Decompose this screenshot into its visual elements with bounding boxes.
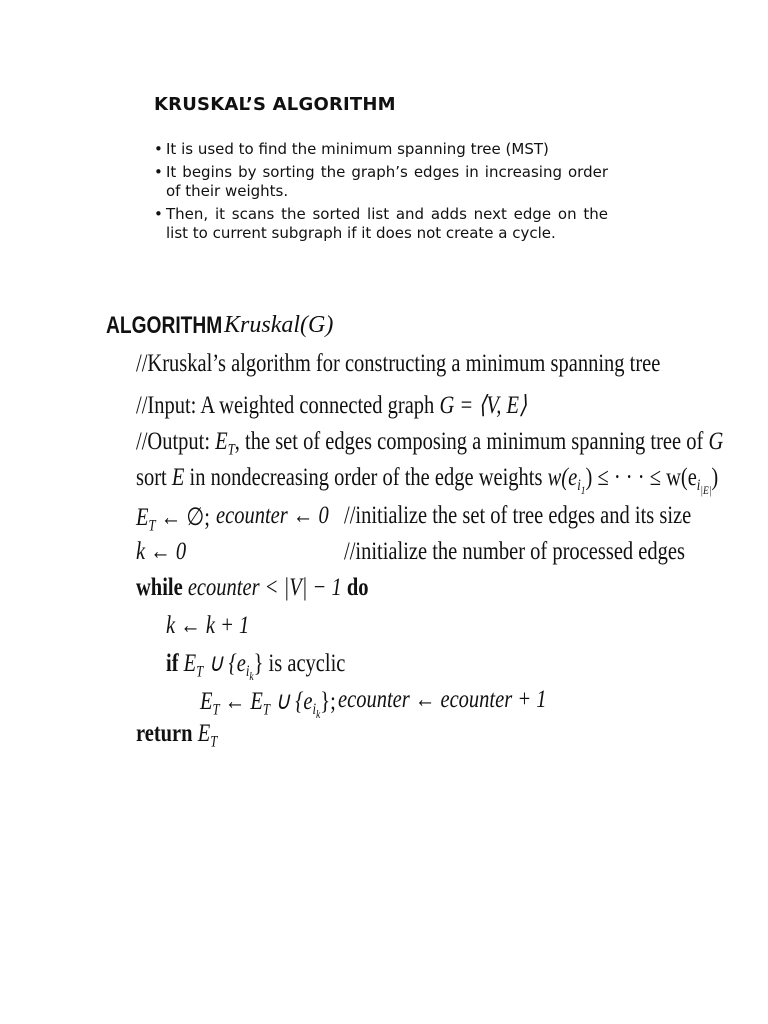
algo-sort-E-abs: |E| bbox=[700, 484, 712, 498]
algo-output-G: G bbox=[708, 428, 724, 455]
algo-init-T: T bbox=[148, 517, 156, 535]
algo-asg-k: k bbox=[316, 708, 321, 722]
algorithm-keyword: ALGORITHM bbox=[106, 312, 223, 339]
algo-if-k: k bbox=[249, 670, 254, 684]
page-title: KRUSKAL’S ALGORITHM bbox=[154, 94, 396, 115]
algo-if-E: E bbox=[178, 650, 197, 677]
algo-sort-close: ) bbox=[711, 464, 719, 491]
bullet-dot: • bbox=[154, 140, 163, 158]
algo-asg-close: }; bbox=[320, 688, 336, 715]
algo-asg-counter: ecounter ← ecounter + 1 bbox=[338, 686, 547, 713]
algo-sort-prefix: sort bbox=[136, 464, 172, 491]
algo-while-cond: ecounter < |V| − 1 bbox=[182, 574, 347, 601]
algo-comment: //Kruskal’s algorithm for constructing a minimum spanning tree bbox=[136, 350, 661, 377]
algo-return-keyword: return bbox=[136, 720, 193, 747]
algo-input-text: //Input: A weighted connected graph bbox=[136, 392, 440, 419]
algo-line-k-inc bbox=[166, 612, 249, 640]
algo-init-ecounter: ecounter ← 0 bbox=[216, 502, 329, 529]
algo-line-comment bbox=[136, 350, 660, 378]
algo-asg-mid: ← E bbox=[219, 688, 263, 715]
algo-sort-w1: w(e bbox=[547, 464, 578, 491]
algo-init-comment: //initialize the set of tree edges and its size bbox=[344, 502, 692, 529]
algo-sort-mid: ) ≤ · · · ≤ w(e bbox=[585, 464, 697, 491]
algo-if-i: i bbox=[245, 663, 250, 681]
algo-sort-E: E bbox=[171, 464, 185, 491]
algorithm-name: Kruskal(G) bbox=[224, 312, 334, 338]
algo-line-input bbox=[136, 390, 527, 420]
algo-sort-text: in nondecreasing order of the edge weights bbox=[184, 464, 548, 491]
algo-output-prefix: //Output: bbox=[136, 428, 216, 455]
algo-output-text: , the set of edges composing a minimum spanning tree of bbox=[234, 428, 709, 455]
bullet-text: It begins by sorting the graph’s edges in increasing order of their weights. bbox=[166, 163, 608, 200]
algo-asg-T: T bbox=[212, 701, 220, 719]
algo-if-T: T bbox=[196, 663, 204, 681]
algo-asg-T2: T bbox=[262, 701, 270, 719]
algo-sort-i: i bbox=[577, 477, 581, 495]
algorithm-header bbox=[106, 312, 334, 340]
algo-output-E: E bbox=[215, 428, 228, 455]
algo-init-assign: ← ∅; bbox=[155, 504, 210, 531]
algo-asg-union: ∪ {e bbox=[269, 688, 313, 715]
algo-return-T: T bbox=[210, 733, 218, 751]
bullet-text: It is used to find the minimum spanning tree (MST) bbox=[166, 140, 549, 158]
algo-input-math: G = ⟨V, E⟩ bbox=[439, 392, 527, 419]
algo-line-if bbox=[166, 648, 345, 683]
algo-k-comment: //initialize the number of processed edges bbox=[344, 538, 685, 565]
algo-init-E: E bbox=[136, 504, 149, 531]
algo-k-inc: k ← k + 1 bbox=[166, 612, 250, 639]
algo-if-close: } is acyclic bbox=[253, 650, 346, 677]
algo-line-while bbox=[136, 574, 369, 602]
algo-sort-1: 1 bbox=[580, 484, 586, 498]
algo-line-assign bbox=[200, 686, 547, 722]
bullet-text: Then, it scans the sorted list and adds next edge on the list to current subgraph if it does not create a cycle. bbox=[166, 205, 608, 242]
algo-sort-i2: i bbox=[696, 477, 701, 495]
algo-line-output bbox=[136, 428, 723, 459]
algo-asg-i: i bbox=[312, 701, 317, 719]
algo-line-return bbox=[136, 720, 217, 751]
algo-line-k-init bbox=[136, 538, 685, 566]
bullet-dot: • bbox=[154, 163, 163, 181]
algo-line-init bbox=[136, 502, 692, 535]
algo-line-sort bbox=[136, 464, 718, 497]
algo-if-union: ∪ {e bbox=[203, 650, 246, 677]
algo-asg-E: E bbox=[200, 688, 213, 715]
algo-return-E: E bbox=[192, 720, 211, 747]
algo-k-init: k ← 0 bbox=[136, 538, 187, 565]
algo-while-keyword: while bbox=[136, 574, 183, 601]
algo-output-T: T bbox=[227, 441, 235, 459]
algo-if-keyword: if bbox=[166, 650, 179, 677]
bullet-dot: • bbox=[154, 205, 163, 223]
algo-do-keyword: do bbox=[346, 574, 369, 601]
